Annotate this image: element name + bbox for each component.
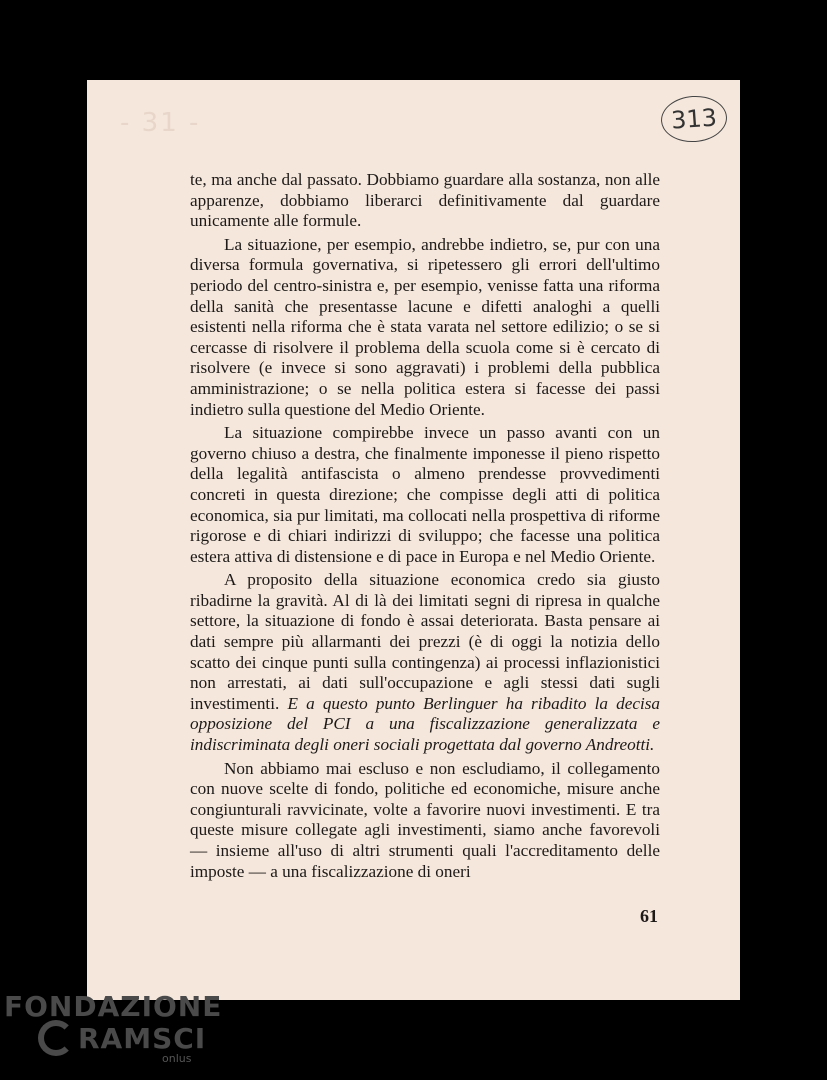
paragraph: La situazione, per esempio, andrebbe indietro, se, pur con una diversa formula governativa, si ripetessero gli errori dell'ultimo periodo del centro-sinistra e, per esempio, venisse fatta una riforma della sanità che presentasse lacune e difetti analoghi a quelli esistenti nella riforma che è stata varata nel settore edilizio; o se si cercasse di risolvere il problema della scuola come si è cercato di risolvere (e invece si sono aggravati) i problemi della pubblica amministrazione; o se nella politica estera si facesse dei passi indietro sulla questione del Medio Oriente. xyxy=(190,234,660,419)
paragraph xyxy=(190,570,660,755)
page-number: 61 xyxy=(640,906,658,926)
logo-line-2: RAMSCI xyxy=(78,1022,207,1055)
logo-line-1: FONDAZIONE xyxy=(4,990,223,1023)
logo-line-3: onlus xyxy=(162,1052,192,1065)
paragraph: Non abbiamo mai escluso e non escludiamo, il collegamento con nuove scelte di fondo, politiche ed economiche, misure anche congiunturali ravvicinate, volte a favorire nuovi investimenti. E tra queste misure collegate agli investimenti, siamo anche favorevoli — insieme all'uso di altri strumenti quali l'accreditamento delle imposte — a una fiscalizzazione di oneri xyxy=(190,758,660,881)
g-icon xyxy=(38,1020,74,1056)
paragraph-text: A proposito della situazione economica credo sia giusto ribadirne la gravità. Al di là dei limitati segni di ripresa in qualche settore, la situazione di fondo è assai deteriorata. Basta pensare ai dati sempre più allarmanti dei prezzi (è di oggi la notizia dello scatto dei cinque punti sulla contingenza) ai processi inflazionistici non arrestati, ai dati sull'occupazione e agli stessi dati sugli investimenti. xyxy=(190,570,660,713)
archive-number-stamp: 313 xyxy=(659,94,728,144)
body-text xyxy=(190,170,660,882)
italic-commentary: E a questo punto Berlinguer ha ribadito la decisa opposizione del PCI a una fiscalizzazione generalizzata e indiscriminata degli oneri sociali progettata dal governo Andreotti. xyxy=(190,693,661,755)
foundation-logo xyxy=(4,990,223,1070)
faded-page-mark: - 31 - xyxy=(120,108,201,138)
paragraph: La situazione compirebbe invece un passo avanti con un governo chiuso a destra, che finalmente imponesse il pieno rispetto della legalità antifascista o almeno prendesse provvedimenti concreti in questa direzione; che compisse degli atti di politica economica, sia pur limitati, ma collocati nella prospettiva di riforme rigorose e di chiari indirizzi di sviluppo; che facesse una politica estera attiva di distensione e di pace in Europa e nel Medio Oriente. xyxy=(190,423,660,566)
paragraph: te, ma anche dal passato. Dobbiamo guardare alla sostanza, non alle apparenze, dobbiamo liberarci definitivamente dal guardare unicamente alle formule. xyxy=(190,170,660,231)
